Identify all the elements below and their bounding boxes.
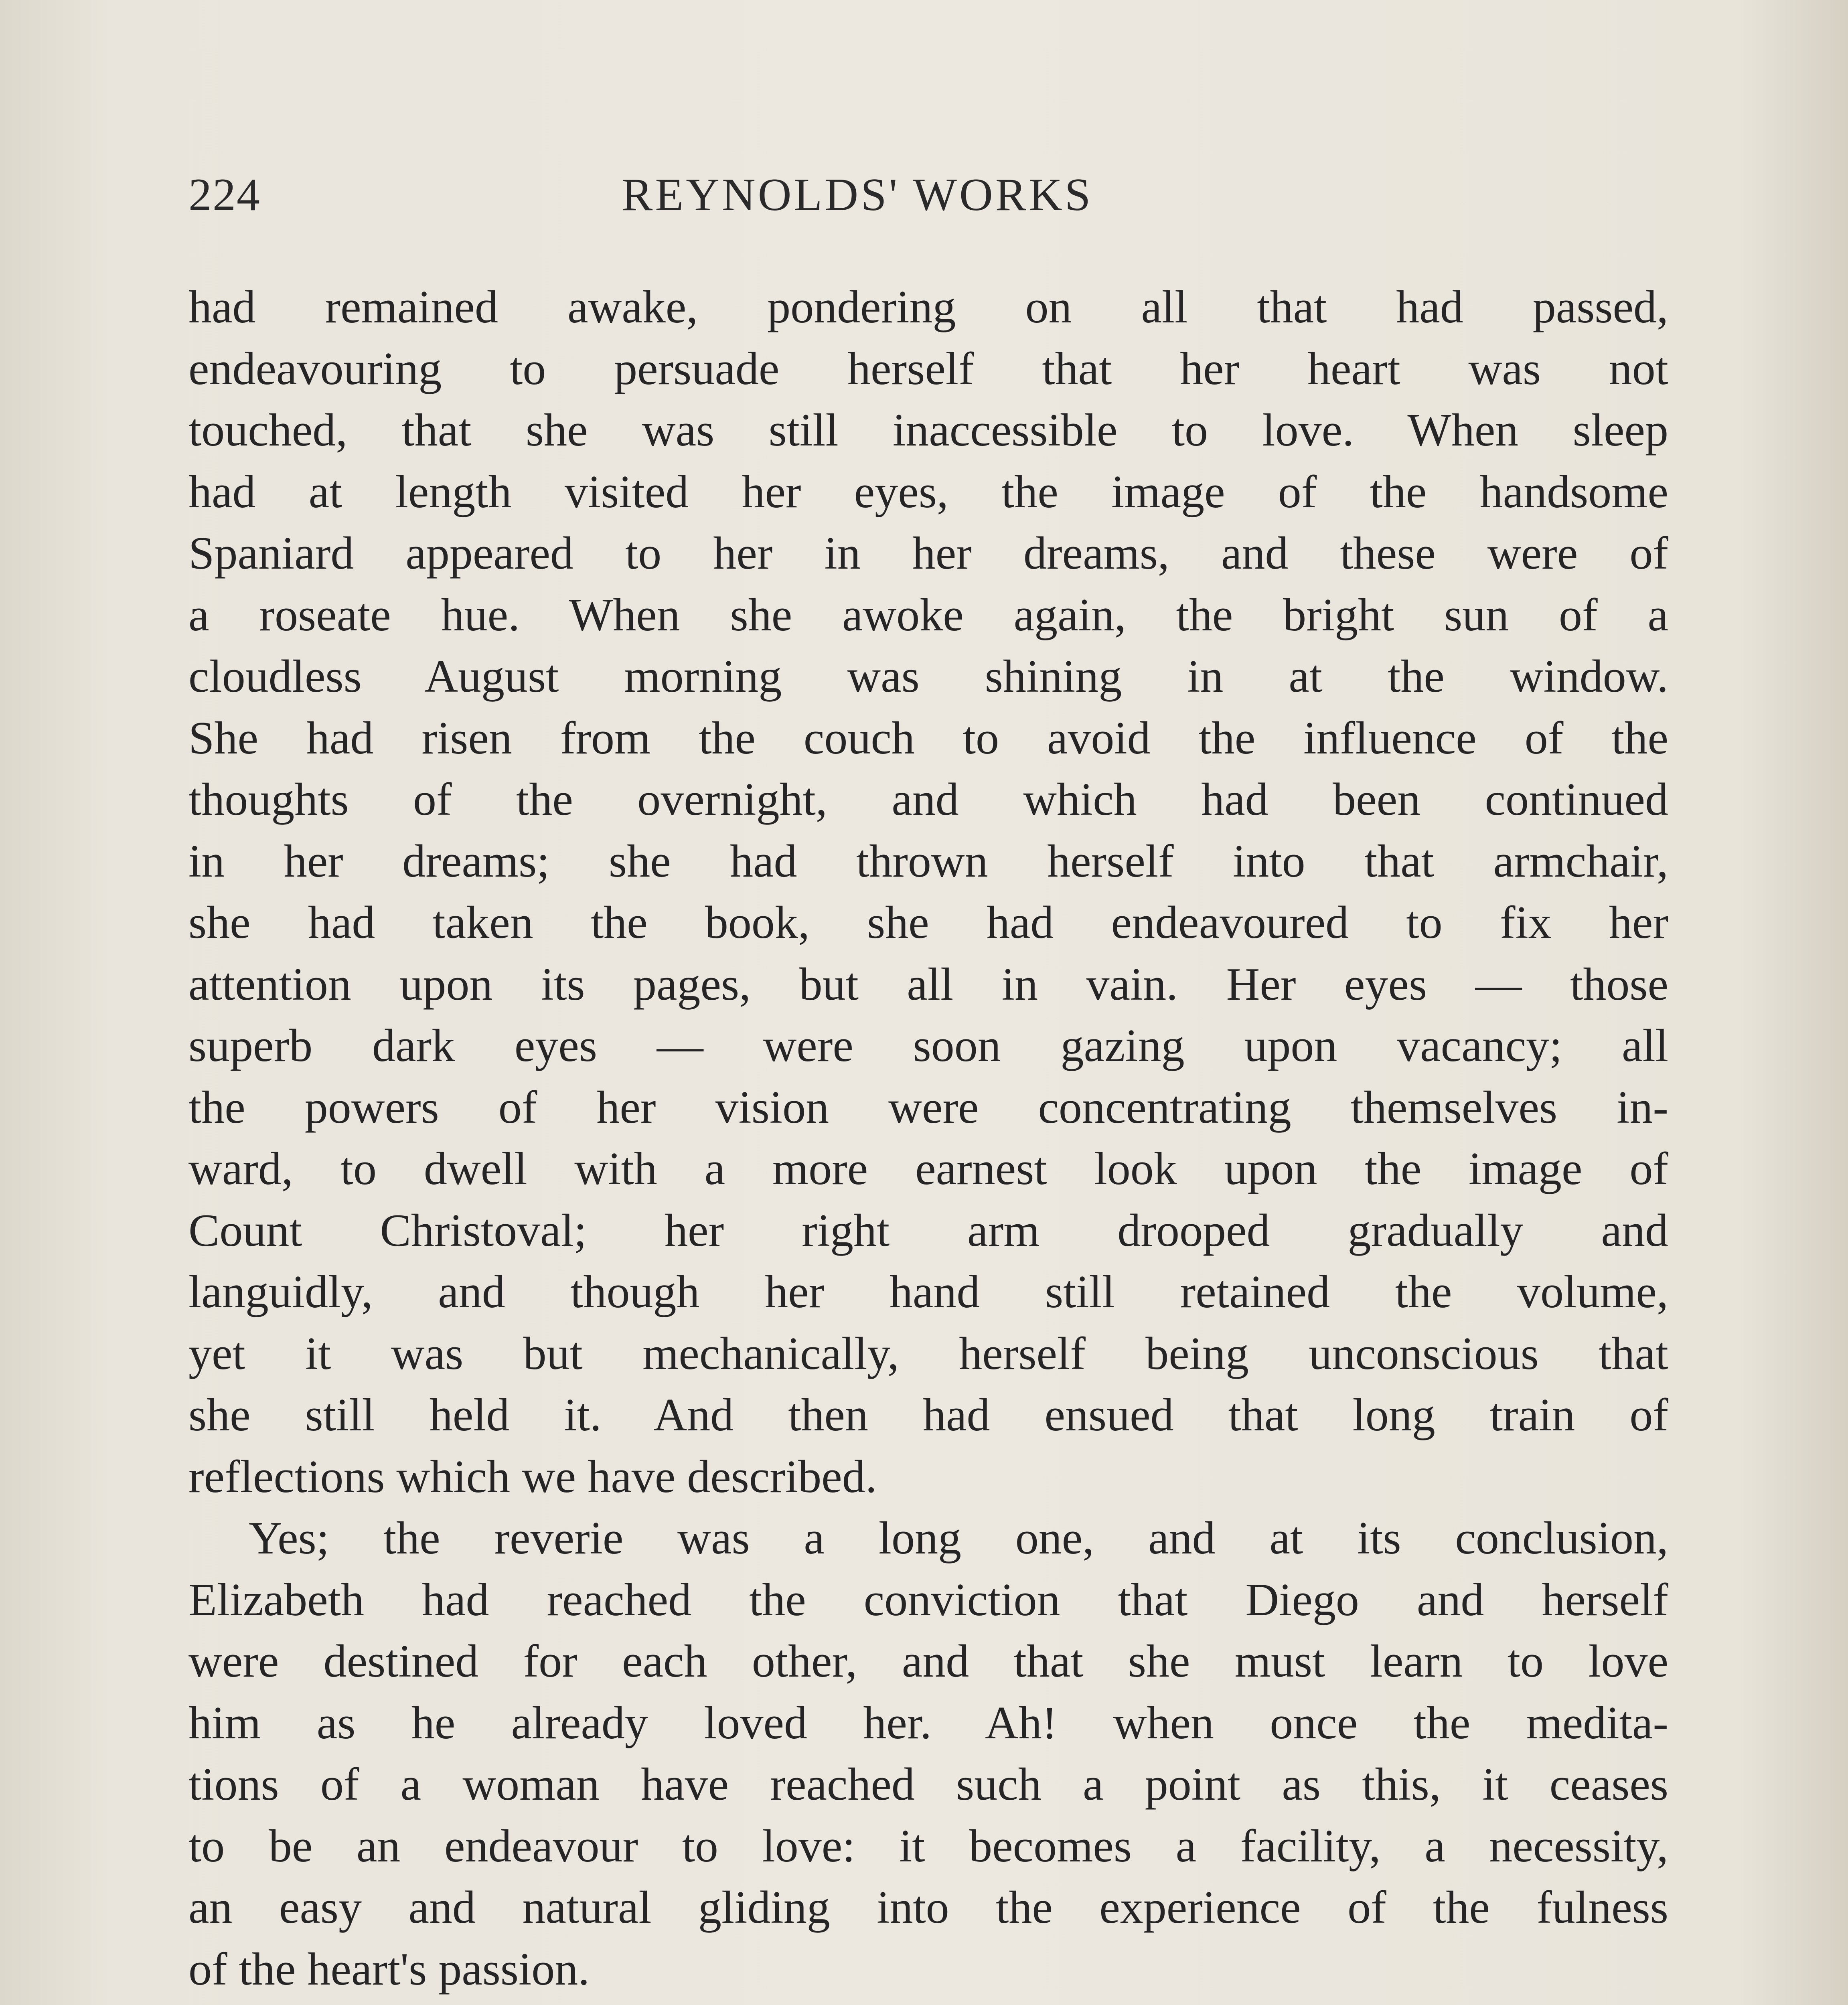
text-line: tions of a woman have reached such a point as this, it ceases bbox=[188, 1759, 1668, 1810]
text-line: she had taken the book, she had endeavoured to fix her bbox=[188, 897, 1668, 948]
text-line: languidly, and though her hand still retained the volume, bbox=[188, 1266, 1668, 1318]
text-line: of the heart's passion. bbox=[188, 1943, 590, 1995]
text-line: yet it was but mechanically, herself being unconscious that bbox=[188, 1328, 1668, 1379]
text-line: had remained awake, pondering on all that had passed, bbox=[188, 282, 1668, 333]
text-line: thoughts of the overnight, and which had been continued bbox=[188, 774, 1668, 825]
text-line: Spaniard appeared to her in her dreams, and these were of bbox=[188, 528, 1668, 579]
page-header bbox=[188, 168, 1668, 233]
body-text bbox=[188, 277, 1668, 2005]
text-line: a roseate hue. When she awoke again, the bright sun of a bbox=[188, 589, 1668, 641]
text-line: to be an endeavour to love: it becomes a facility, a necessity, bbox=[188, 1820, 1668, 1872]
paragraph-1 bbox=[188, 277, 1668, 1508]
text-line: superb dark eyes — were soon gazing upon vacancy; all bbox=[188, 1020, 1668, 1071]
text-line: in her dreams; she had thrown herself into that armchair, bbox=[188, 835, 1668, 887]
text-line: cloudless August morning was shining in at the window. bbox=[188, 651, 1668, 702]
text-line: she still held it. And then had ensued that long train of bbox=[188, 1389, 1668, 1441]
paragraph-3 bbox=[188, 2000, 1668, 2005]
text-line: him as he already loved her. Ah! when once the medita- bbox=[188, 1697, 1668, 1749]
text-line: Elizabeth had reached the conviction that Diego and herself bbox=[188, 1574, 1668, 1626]
text-line: She had risen from the couch to avoid the influence of the bbox=[188, 712, 1668, 764]
text-line: were destined for each other, and that she must learn to love bbox=[188, 1636, 1668, 1687]
text-line: attention upon its pages, but all in vain. Her eyes — those bbox=[188, 958, 1668, 1010]
text-line bbox=[188, 2000, 1668, 2005]
text-line: had at length visited her eyes, the image of the handsome bbox=[188, 466, 1668, 518]
text-line: the powers of her vision were concentrating themselves in- bbox=[188, 1081, 1668, 1133]
text-line: reflections which we have described. bbox=[188, 1451, 877, 1503]
text-line: touched, that she was still inaccessible to love. When sleep bbox=[188, 405, 1668, 456]
page-number: 224 bbox=[188, 169, 261, 221]
paragraph-2 bbox=[188, 1508, 1668, 2000]
text-line: an easy and natural gliding into the experience of the fulness bbox=[188, 1882, 1668, 1933]
text-line: endeavouring to persuade herself that her heart was not bbox=[188, 343, 1668, 395]
text-line: Count Christoval; her right arm drooped gradually and bbox=[188, 1205, 1668, 1256]
text-line: Yes; the reverie was a long one, and at its conclusion, bbox=[249, 1513, 1668, 1564]
running-head: REYNOLDS' WORKS bbox=[622, 169, 1093, 221]
text-line: ward, to dwell with a more earnest look upon the image of bbox=[188, 1143, 1668, 1195]
